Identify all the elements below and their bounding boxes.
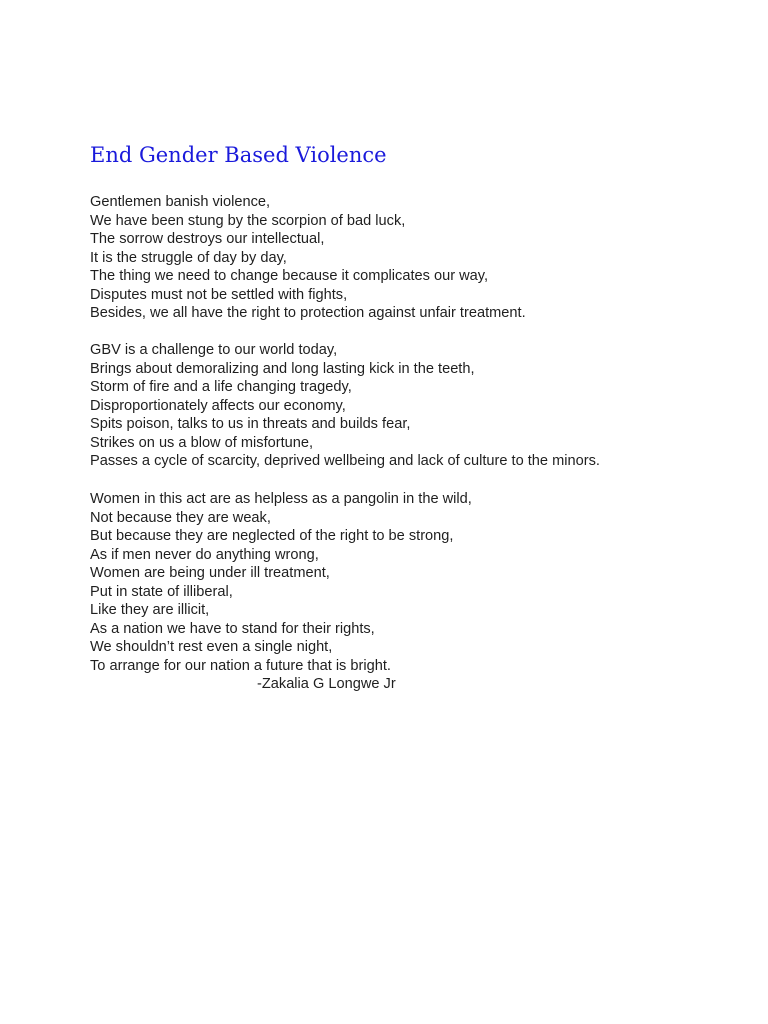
poem-line: Women are being under ill treatment, <box>90 565 330 581</box>
poem-line: We shouldn’t rest even a single night, <box>90 639 333 655</box>
poem-line: Not because they are weak, <box>90 509 271 526</box>
poem-line: As if men never do anything wrong, <box>90 546 319 563</box>
poem-line: The sorrow destroys our intellectual, <box>90 231 325 247</box>
poem-line: Disproportionately affects our economy, <box>90 397 346 414</box>
poem-line: Spits poison, talks to us in threats and builds fear, <box>90 416 411 432</box>
poem-line: Strikes on us a blow of misfortune, <box>90 434 314 451</box>
poem-line: The thing we need to change because it complicates our way, <box>90 268 489 284</box>
poem-line: Put in state of illiberal, <box>90 583 233 600</box>
poem-line: Storm of fire and a life changing tragedy, <box>90 379 352 395</box>
poem-line: Brings about demoralizing and long lasting kick in the teeth, <box>90 360 475 377</box>
author-signature: -Zakalia G Longwe Jr <box>257 676 396 692</box>
poem-stanza-2 <box>90 341 600 471</box>
poem-line: Passes a cycle of scarcity, deprived wellbeing and lack of culture to the minors. <box>90 453 600 469</box>
poem-stanza-1 <box>90 193 526 323</box>
poem-line: Besides, we all have the right to protection against unfair treatment. <box>90 305 526 321</box>
poem-line: Disputes must not be settled with fights, <box>90 286 348 303</box>
poem-line: It is the struggle of day by day, <box>90 249 287 266</box>
poem-line: Like they are illicit, <box>90 602 210 618</box>
poem-title: End Gender Based Violence <box>90 143 387 167</box>
poem-line: Women in this act are as helpless as a pangolin in the wild, <box>90 491 472 507</box>
poem-line: To arrange for our nation a future that is bright. <box>90 657 391 674</box>
poem-line: But because they are neglected of the right to be strong, <box>90 528 454 544</box>
poem-line: GBV is a challenge to our world today, <box>90 342 338 358</box>
poem-line: As a nation we have to stand for their rights, <box>90 620 375 637</box>
poem-line: We have been stung by the scorpion of bad luck, <box>90 212 406 229</box>
poem-line: Gentlemen banish violence, <box>90 194 271 210</box>
poem-stanza-3 <box>90 490 472 675</box>
